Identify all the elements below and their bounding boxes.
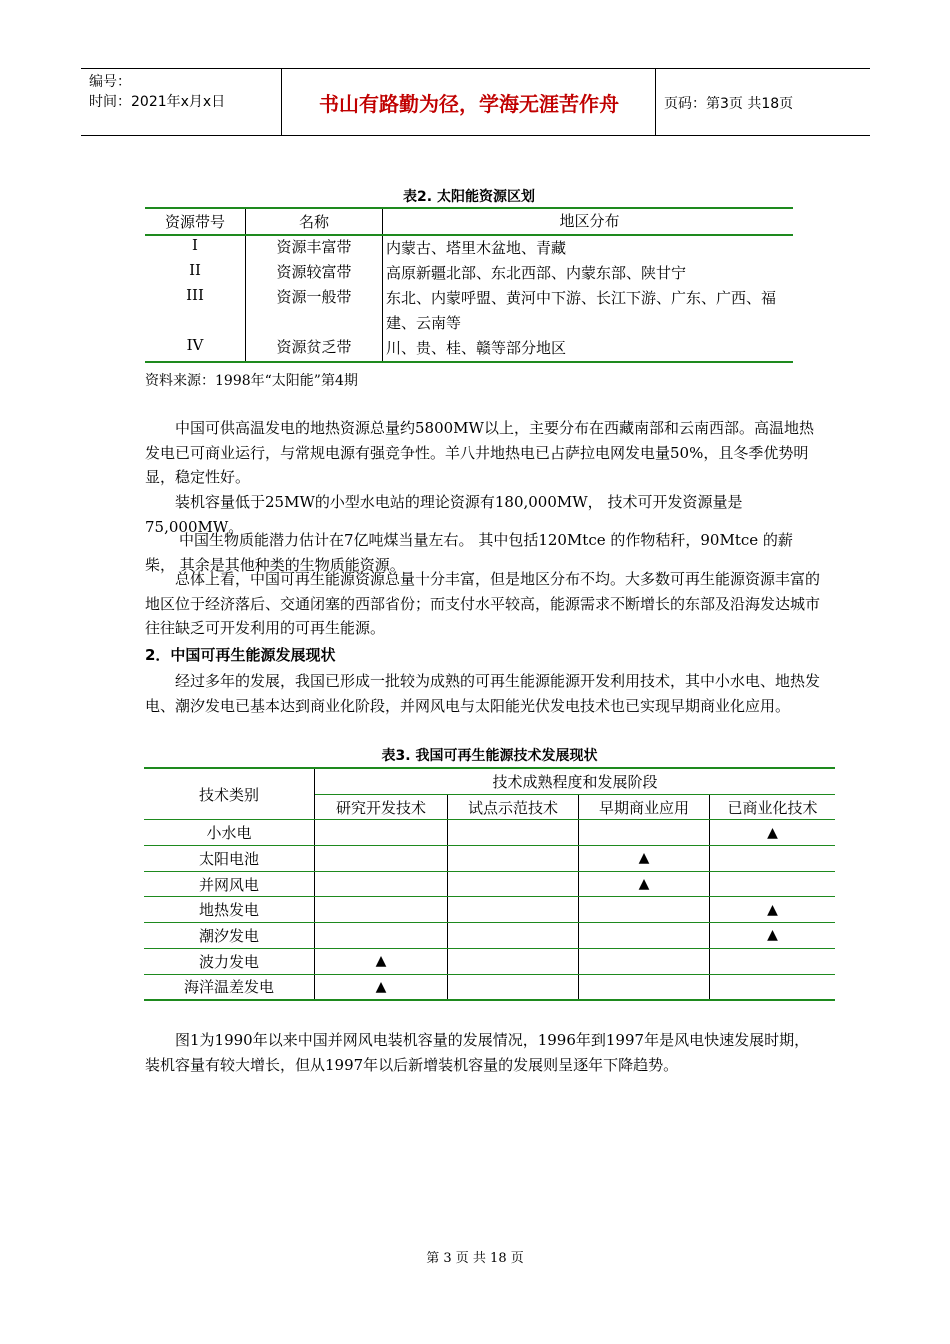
table2-header-name: 名称 xyxy=(246,208,383,235)
empty-cell xyxy=(579,948,710,974)
stage-header: 研究开发技术 xyxy=(315,794,448,820)
table-row xyxy=(144,871,835,897)
triangle-marker-icon: ▲ xyxy=(710,897,836,923)
name-cell: 资源较富带 xyxy=(246,261,383,286)
table-row xyxy=(144,846,835,872)
empty-cell xyxy=(448,974,579,1000)
stage-group-header: 技术成熟程度和发展阶段 xyxy=(315,768,836,794)
paragraph-summary: 总体上看，中国可再生能源资源总量十分丰富，但是地区分布不均。大多数可再生能源资源丰富的地区位于经济落后、交通闭塞的西部省份；而支付水平较高，能源需求不断增长的东部及沿海发达城市往往缺乏可开发利用的可再生能源。 xyxy=(145,570,821,637)
triangle-marker-icon: ▲ xyxy=(315,948,448,974)
empty-cell xyxy=(710,974,836,1000)
triangle-marker-icon: ▲ xyxy=(579,871,710,897)
empty-cell xyxy=(448,948,579,974)
empty-cell xyxy=(710,846,836,872)
page-header xyxy=(81,68,870,136)
table2-caption: 表2. 太阳能资源区划 xyxy=(403,189,535,205)
empty-cell xyxy=(579,974,710,1000)
tech-category-header: 技术类别 xyxy=(144,768,315,820)
name-cell: 资源贫乏带 xyxy=(246,336,383,362)
table2-source: 资料来源：1998年“太阳能”第4期 xyxy=(145,373,358,389)
empty-cell xyxy=(710,871,836,897)
empty-cell xyxy=(315,923,448,949)
table2-header-region: 地区分布 xyxy=(383,208,794,235)
name-cell: 资源丰富带 xyxy=(246,235,383,261)
page-footer: 第 3 页 共 18 页 xyxy=(426,1251,524,1266)
empty-cell xyxy=(448,923,579,949)
zone-cell: II xyxy=(145,261,246,286)
table3-caption: 表3. 我国可再生能源技术发展现状 xyxy=(381,748,598,764)
empty-cell xyxy=(315,897,448,923)
tech-name-cell: 海洋温差发电 xyxy=(144,974,315,1000)
empty-cell xyxy=(579,820,710,846)
tech-status-table xyxy=(144,767,835,1001)
region-cell: 东北、内蒙呼盟、黄河中下游、长江下游、广东、广西、福建、云南等 xyxy=(386,289,777,332)
tech-name-cell: 地热发电 xyxy=(144,897,315,923)
tech-name-cell: 并网风电 xyxy=(144,871,315,897)
zone-cell: III xyxy=(145,286,246,336)
tech-name-cell: 太阳电池 xyxy=(144,846,315,872)
table-row xyxy=(144,974,835,1000)
empty-cell xyxy=(315,820,448,846)
triangle-marker-icon: ▲ xyxy=(710,923,836,949)
header-page-info: 页码：第3页 共18页 xyxy=(664,96,794,112)
table-row xyxy=(145,261,793,286)
empty-cell xyxy=(579,897,710,923)
table-row xyxy=(144,923,835,949)
tech-name-cell: 小水电 xyxy=(144,820,315,846)
time-label: 时间：2021年x月x日 xyxy=(89,94,226,110)
empty-cell xyxy=(710,948,836,974)
table3-header-row xyxy=(144,768,835,794)
table-row xyxy=(144,820,835,846)
triangle-marker-icon: ▲ xyxy=(315,974,448,1000)
paragraph-development: 经过多年的发展，我国已形成一批较为成熟的可再生能源能源开发利用技术，其中小水电、地热发电、潮汐发电已基本达到商业化阶段，并网风电与太阳能光伏发电技术也已实现早期商业化应用。 xyxy=(145,672,821,715)
empty-cell xyxy=(448,871,579,897)
paragraph-biomass: 中国生物质能潜力估计在7亿吨煤当量左右。 其中包括120Mtce 的作物秸秆，90Mtce 的薪柴， 其余是其他种类的生物质能资源。 xyxy=(145,531,793,574)
tech-name-cell: 潮汐发电 xyxy=(144,923,315,949)
empty-cell xyxy=(448,820,579,846)
paragraph-small-hydro: 装机容量低于25MW的小型水电站的理论资源有180,000MW， 技术可开发资源量是75,000MW。 xyxy=(145,493,743,536)
name-cell: 资源一般带 xyxy=(246,286,383,336)
triangle-marker-icon: ▲ xyxy=(710,820,836,846)
region-cell: 川、贵、桂、赣等部分地区 xyxy=(383,336,794,362)
code-label: 编号： xyxy=(89,74,131,90)
table-row xyxy=(144,948,835,974)
table2-header-zone: 资源带号 xyxy=(145,208,246,235)
stage-header: 早期商业应用 xyxy=(579,794,710,820)
table-row xyxy=(145,286,793,336)
table-row xyxy=(145,336,793,362)
solar-resource-table xyxy=(145,207,793,363)
region-cell: 高原新疆北部、东北西部、内蒙东部、陕甘宁 xyxy=(386,264,687,282)
header-meta xyxy=(81,69,282,135)
stage-header: 已商业化技术 xyxy=(710,794,836,820)
table-row xyxy=(145,235,793,261)
empty-cell xyxy=(448,897,579,923)
zone-cell: IV xyxy=(145,336,246,362)
zone-cell: I xyxy=(145,235,246,261)
empty-cell xyxy=(315,871,448,897)
tech-name-cell: 波力发电 xyxy=(144,948,315,974)
empty-cell xyxy=(315,846,448,872)
section-heading: 2．中国可再生能源发展现状 xyxy=(145,646,336,664)
stage-header: 试点示范技术 xyxy=(448,794,579,820)
paragraph-wind-figure: 图1为1990年以来中国并网风电装机容量的发展情况，1996年到1997年是风电快速发展时期，装机容量有较大增长，但从1997年以后新增装机容量的发展则呈逐年下降趋势。 xyxy=(145,1031,810,1074)
region-cell: 内蒙古、塔里木盆地、青藏 xyxy=(386,239,567,257)
table-row xyxy=(144,897,835,923)
paragraph-geothermal: 中国可供高温发电的地热资源总量约5800MW以上，主要分布在西藏南部和云南西部。高温地热发电已可商业运行，与常规电源有强竞争性。羊八井地热电已占萨拉电网发电量50%，且冬季优势明显，稳定性好。 xyxy=(145,419,814,486)
triangle-marker-icon: ▲ xyxy=(579,846,710,872)
empty-cell xyxy=(579,923,710,949)
header-motto: 书山有路勤为径，学海无涯苦作舟 xyxy=(283,69,656,135)
empty-cell xyxy=(448,846,579,872)
